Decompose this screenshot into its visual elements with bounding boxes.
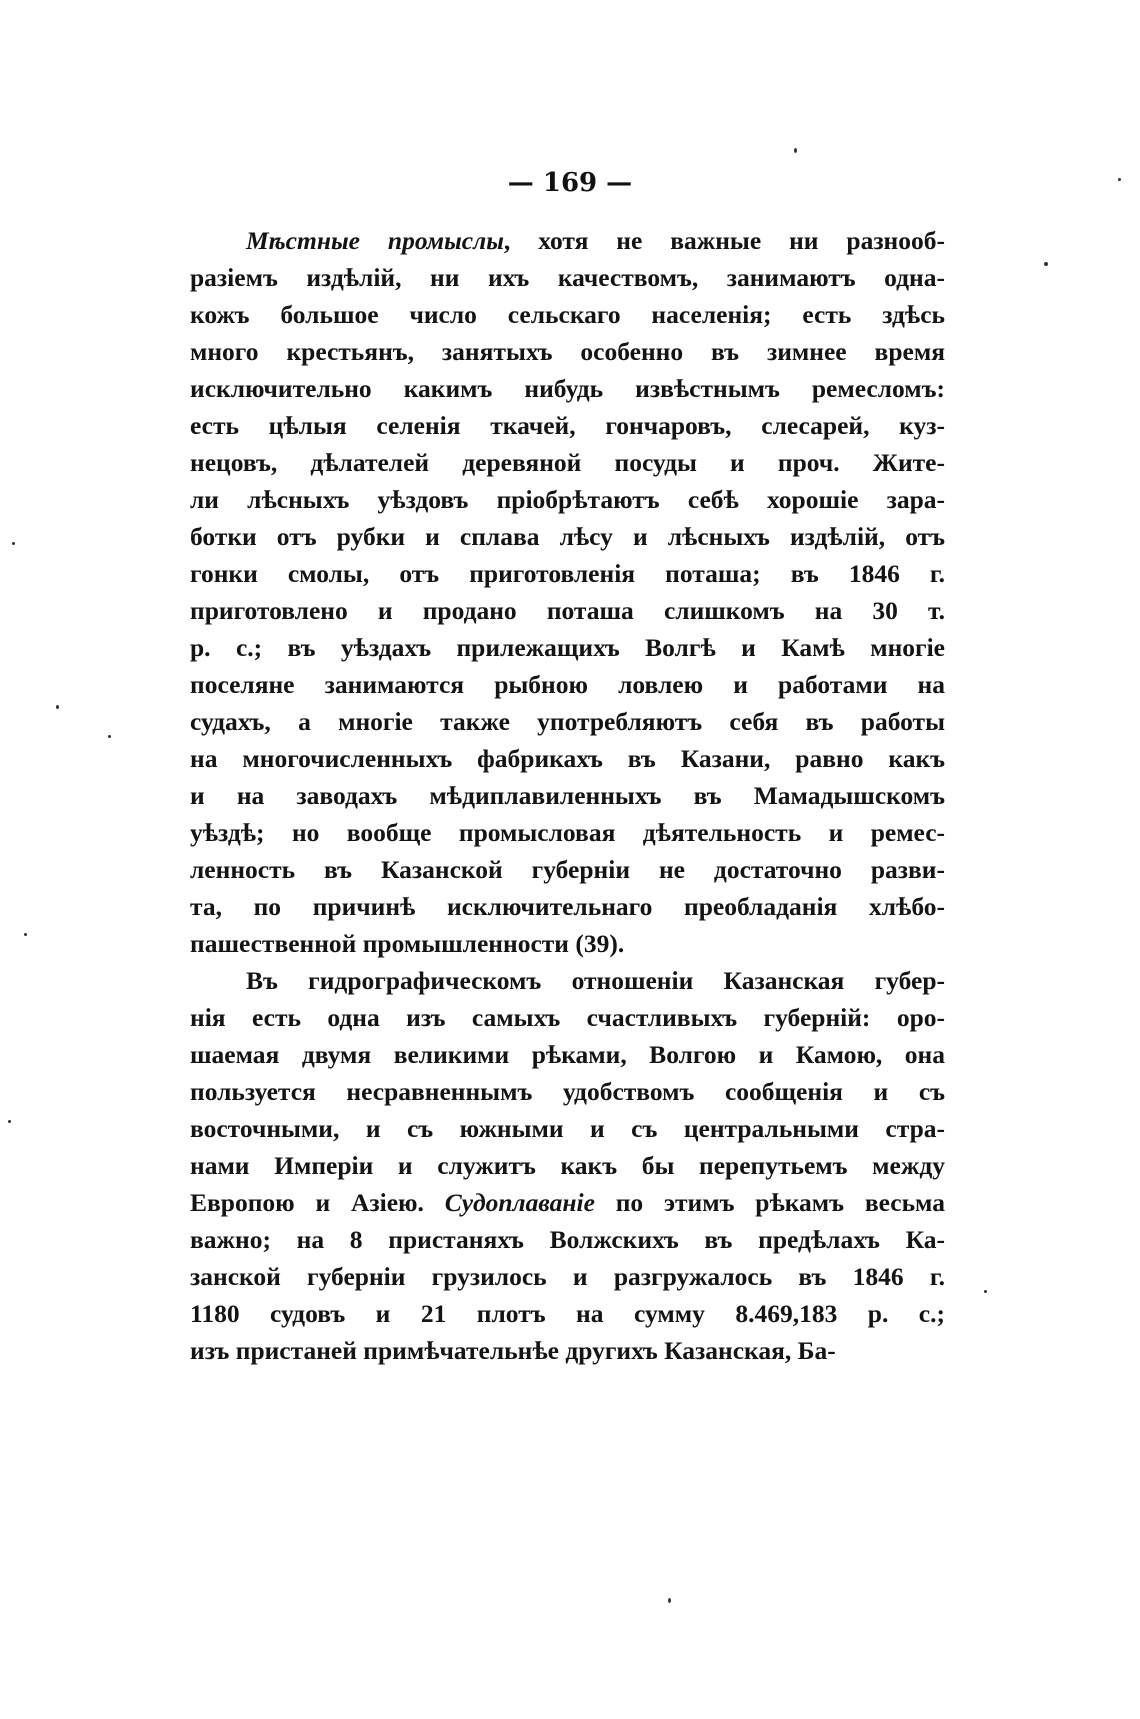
- text-run: ленность въ Казанской губерніи не достаточно разви-: [190, 855, 945, 884]
- body-text: [190, 222, 945, 1369]
- text-run: гонки смолы, отъ приготовленія поташа; въ 1846 г.: [190, 559, 945, 588]
- scan-speck: [984, 1290, 987, 1293]
- text-line: [190, 999, 945, 1036]
- page-number: — 169 —: [507, 168, 633, 198]
- text-run: , хотя не важные ни разнооб-: [503, 226, 945, 255]
- text-run: восточными, и съ южными и съ центральными стра-: [190, 1114, 945, 1143]
- scan-speck: [1118, 178, 1121, 181]
- text-line: [190, 1258, 945, 1295]
- scan-speck: [56, 705, 59, 709]
- text-line: [190, 1110, 945, 1147]
- text-run: нія есть одна изъ самыхъ счастливыхъ губерній: оро-: [190, 1003, 945, 1032]
- text-line: [190, 555, 945, 592]
- text-line: [190, 925, 945, 962]
- scan-speck: [794, 148, 797, 153]
- scan-speck: [668, 1598, 671, 1603]
- text-line: [190, 1295, 945, 1332]
- scan-speck: [1044, 262, 1048, 266]
- emphasized-term: Мѣстные промыслы: [246, 226, 504, 255]
- text-line: [190, 777, 945, 814]
- text-line: [190, 1036, 945, 1073]
- text-line: [190, 407, 945, 444]
- text-line: [190, 740, 945, 777]
- text-run: кожъ большое число сельскаго населенія; есть здѣсь: [190, 300, 945, 329]
- text-line: [190, 370, 945, 407]
- text-line: [190, 592, 945, 629]
- text-line: [190, 296, 945, 333]
- text-line: [190, 629, 945, 666]
- text-run: нами Имперіи и служитъ какъ бы перепутьемъ между: [190, 1151, 945, 1180]
- text-run: на многочисленныхъ фабрикахъ въ Казани, равно какъ: [190, 744, 945, 773]
- text-line: [190, 222, 945, 259]
- text-run: поселяне занимаются рыбною ловлею и работами на: [190, 670, 945, 699]
- text-run: изъ пристаней примѣчательнѣе другихъ Казанская, Ба-: [190, 1336, 836, 1365]
- text-line: [190, 1332, 945, 1369]
- text-run: Въ гидрографическомъ отношеніи Казанская губер-: [246, 966, 945, 995]
- text-run: исключительно какимъ нибудь извѣстнымъ ремесломъ:: [190, 374, 945, 403]
- text-run: и на заводахъ мѣдиплавиленныхъ въ Мамадышскомъ: [190, 781, 945, 810]
- text-line: [190, 666, 945, 703]
- text-line: [190, 444, 945, 481]
- text-line: [190, 1073, 945, 1110]
- text-run: приготовлено и продано поташа слишкомъ на 30 т.: [190, 596, 945, 625]
- text-run: судахъ, а многіе также употребляютъ себя въ работы: [190, 707, 945, 736]
- text-line: [190, 703, 945, 740]
- text-run: 1180 судовъ и 21 плотъ на сумму 8.469,183 р. с.;: [190, 1299, 945, 1328]
- text-line: [190, 1221, 945, 1258]
- text-run: нецовъ, дѣлателей деревяной посуды и проч. Жите-: [190, 448, 945, 477]
- text-line: [190, 1184, 945, 1221]
- text-run: р. с.; въ уѣздахъ прилежащихъ Волгѣ и Камѣ многіе: [190, 633, 945, 662]
- text-run: та, по причинѣ исключительнаго преобладанія хлѣбо-: [190, 892, 945, 921]
- text-line: [190, 481, 945, 518]
- text-run: пашественной промышленности (39).: [190, 929, 625, 958]
- scan-speck: [12, 542, 15, 545]
- emphasized-term: Судоплаваніе: [444, 1188, 595, 1217]
- text-run: пользуется несравненнымъ удобствомъ сообщенія и съ: [190, 1077, 945, 1106]
- text-run: по этимъ рѣкамъ весьма: [594, 1188, 945, 1217]
- text-line: [190, 333, 945, 370]
- paragraph: [190, 962, 945, 1369]
- text-line: [190, 851, 945, 888]
- text-line: [190, 888, 945, 925]
- text-run: уѣздѣ; но вообще промысловая дѣятельность и ремес-: [190, 818, 945, 847]
- paragraphs: [190, 222, 945, 1369]
- text-line: [190, 962, 945, 999]
- scan-speck: [24, 933, 27, 936]
- text-run: много крестьянъ, занятыхъ особенно въ зимнее время: [190, 337, 945, 366]
- text-run: есть цѣлыя селенія ткачей, гончаровъ, слесарей, куз-: [190, 411, 945, 440]
- text-line: [190, 1147, 945, 1184]
- text-run: важно; на 8 пристаняхъ Волжскихъ въ предѣлахъ Ка-: [190, 1225, 945, 1254]
- text-line: [190, 518, 945, 555]
- text-line: [190, 814, 945, 851]
- text-run: занской губерніи грузилось и разгружалось въ 1846 г.: [190, 1262, 945, 1291]
- text-line: [190, 259, 945, 296]
- scan-speck: [108, 735, 111, 738]
- paragraph: [190, 222, 945, 962]
- text-run: шаемая двумя великими рѣками, Волгою и Камою, она: [190, 1040, 945, 1069]
- scan-speck: [8, 1120, 11, 1123]
- text-run: Европою и Азіею.: [190, 1188, 445, 1217]
- text-run: ботки отъ рубки и сплава лѣсу и лѣсныхъ издѣлій, отъ: [190, 522, 945, 551]
- text-run: ли лѣсныхъ уѣздовъ пріобрѣтаютъ себѣ хорошіе зара-: [190, 485, 945, 514]
- text-run: разіемъ издѣлій, ни ихъ качествомъ, занимаютъ одна-: [190, 263, 945, 292]
